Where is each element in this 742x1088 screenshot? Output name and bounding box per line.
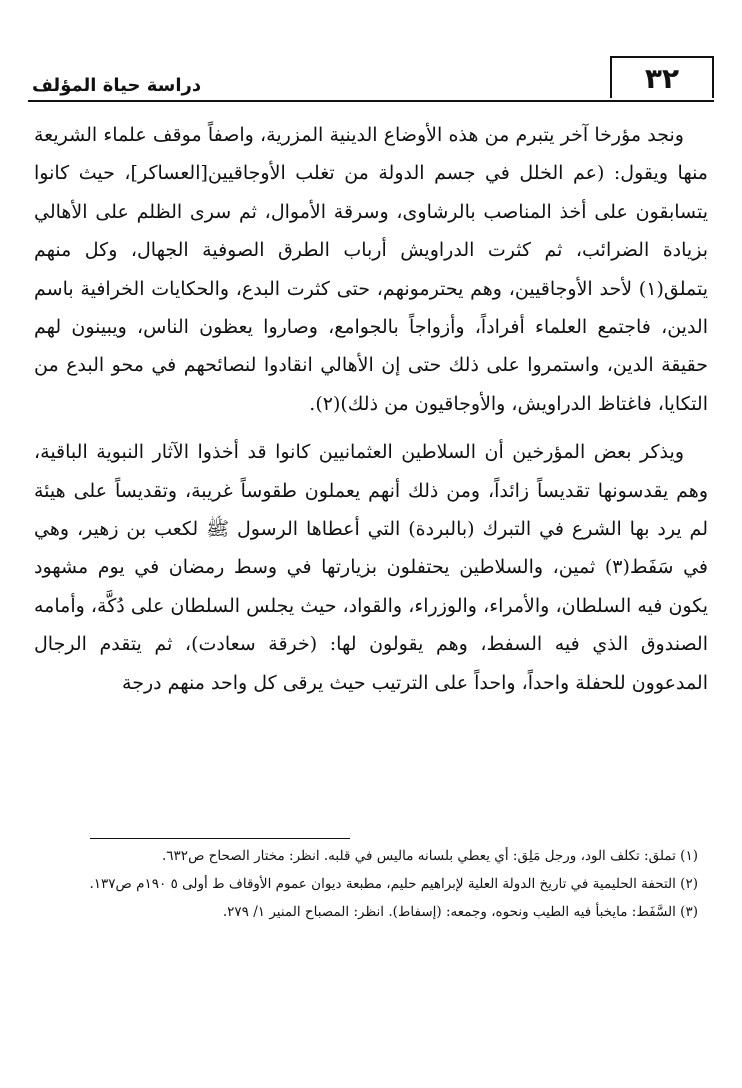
- footnote: (٣) السَّفَط: مايخبأ فيه الطيب ونحوه، وجمعه: (إسفاط). انظر: المصباح المنير ١/ ٢٧٩.: [222, 904, 698, 920]
- footnote-separator: [90, 838, 350, 839]
- main-text: [34, 116, 708, 702]
- footnotes: [30, 844, 698, 928]
- paragraph: [34, 116, 708, 423]
- footnote: (١) تملق: تكلف الود، ورجل مَلِق: أي يعطي بلسانه ماليس في قلبه. انظر: مختار الصحاح ص٦٣٢.: [162, 848, 698, 864]
- paragraph-text: ونجد مؤرخا آخر يتبرم من هذه الأوضاع الدينية المزرية، واصفاً موقف علماء الشريعة منها ويقول: (عم الخلل في جسم الدولة من تغلب الأوجاقيين[العساكر]، حيث كانوا يتسابقون على أخذ المناصب بالرشاوى، وسرقة الأموال، ثم سرى الظلم على الأهالي بزيادة الضرائب، ثم كثرت الدراويش أرباب الطرق الصوفية الجهال، وكل منهم يتملق(١) لأحد الأوجاقيين، وهم يحترمونهم، حتى كثرت البدع، والحكايات الخرافية باسم الدين، فاجتمع العلماء أفراداً، وأزواجاً بالجوامع، وصاروا يعظون الناس، ويبينون لهم حقيقة الدين، واستمروا على ذلك حتى إن الأهالي انقادوا لنصائحهم في محو البدع من التكايا، فاغتاظ الدراويش، والأوجاقيون من ذلك)(٢).: [34, 124, 708, 415]
- footnote: (٢) التحفة الحليمية في تاريخ الدولة العلية لإبراهيم حليم، مطبعة ديوان عموم الأوقاف ط أولى ٥ ١٩٠م ص١٣٧.: [89, 876, 698, 892]
- paragraph-text: ويذكر بعض المؤرخين أن السلاطين العثمانيين كانوا قد أخذوا الآثار النبوية الباقية، وهم يقدسونها تقديساً زائداً، ومن ذلك أنهم يعملون طقوساً غريبة، وتقديساً على هيئة لم يرد بها الشرع في التبرك (بالبردة) التي أعطاها الرسول ﷺ لكعب بن زهير، وهي في سَفَط(٣) ثمين، والسلاطين يحتفلون بزيارتها في وسط رمضان في يوم مشهود يكون فيه السلطان، والأمراء، والوزراء، والقواد، حيث يجلس السلطان على دُكَّة، وأمامه الصندوق الذي فيه السفط، وهم يقولون لها: (خرقة سعادت)، ثم يتقدم الرجال المدعوون للحفلة واحداً، واحداً على الترتيب حيث يرقى كل واحد منهم درجة: [34, 441, 708, 694]
- running-title: دراسة حياة المؤلف: [32, 75, 202, 96]
- paragraph: [34, 433, 708, 702]
- page-header: [28, 56, 714, 102]
- page-number: ٣٢: [610, 56, 714, 98]
